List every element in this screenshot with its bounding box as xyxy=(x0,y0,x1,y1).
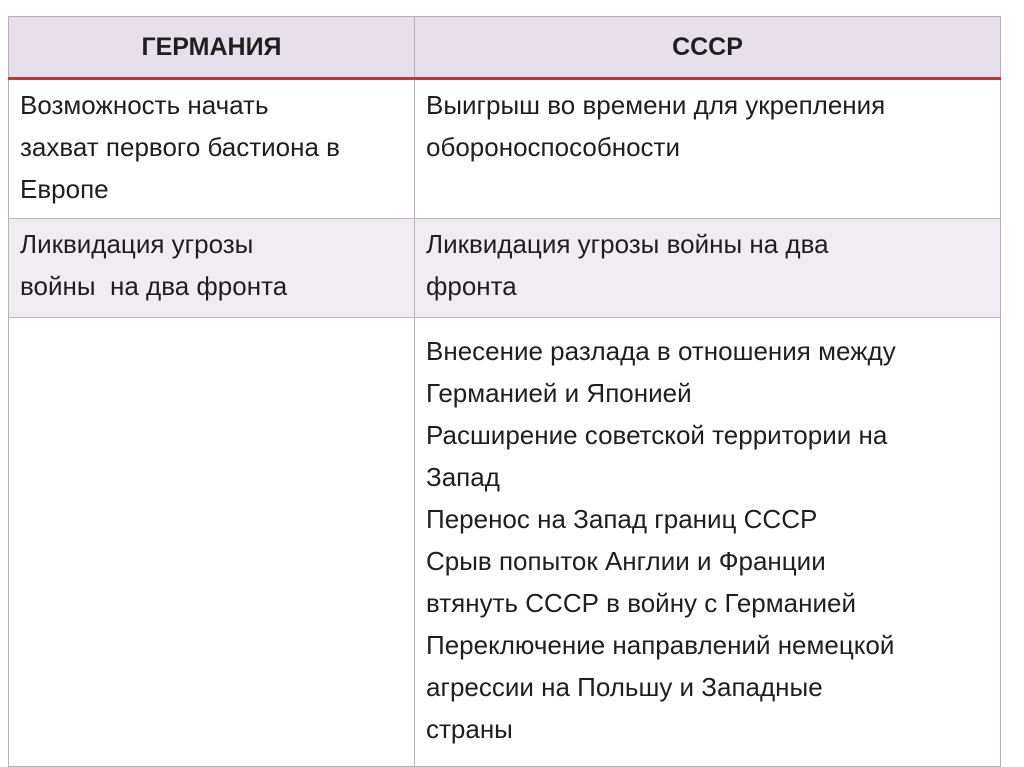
cell-text: агрессии на Польшу и Западные xyxy=(426,672,823,702)
table-row xyxy=(9,219,1001,318)
cell-text: Ликвидация угрозы xyxy=(20,229,254,259)
cell-text: Расширение советской территории на xyxy=(426,420,888,450)
header-ussr: СССР xyxy=(415,17,1001,79)
cell-text: Перенос на Запад границ СССР xyxy=(426,504,818,534)
cell-text: обороноспособности xyxy=(426,132,680,162)
cell-ussr xyxy=(415,219,1001,318)
cell-text: Германией и Японией xyxy=(426,378,692,408)
cell-text: Внесение разлада в отношения между xyxy=(426,336,896,366)
cell-ussr xyxy=(415,318,1001,767)
cell-text: войны на два фронта xyxy=(20,271,288,301)
cell-text: Ликвидация угрозы войны на два xyxy=(426,229,829,259)
cell-germany xyxy=(9,219,415,318)
cell-text: Срыв попыток Англии и Франции xyxy=(426,546,826,576)
cell-germany xyxy=(9,79,415,219)
cell-ussr xyxy=(415,79,1001,219)
cell-text: втянуть СССР в войну с Германией xyxy=(426,588,856,618)
table-row xyxy=(9,318,1001,767)
cell-text: Европе xyxy=(20,174,109,204)
cell-germany-empty xyxy=(9,318,415,767)
header-row xyxy=(9,17,1001,79)
cell-text: Выигрыш во времени для укрепления xyxy=(426,90,886,120)
table-row xyxy=(9,79,1001,219)
cell-text: страны xyxy=(426,714,513,744)
cell-text: Запад xyxy=(426,462,500,492)
header-germany: ГЕРМАНИЯ xyxy=(9,17,415,79)
comparison-table xyxy=(8,16,1001,767)
cell-text: Возможность начать xyxy=(20,90,269,120)
cell-text: фронта xyxy=(426,271,517,301)
cell-text: захват первого бастиона в xyxy=(20,132,340,162)
cell-text: Переключение направлений немецкой xyxy=(426,630,895,660)
